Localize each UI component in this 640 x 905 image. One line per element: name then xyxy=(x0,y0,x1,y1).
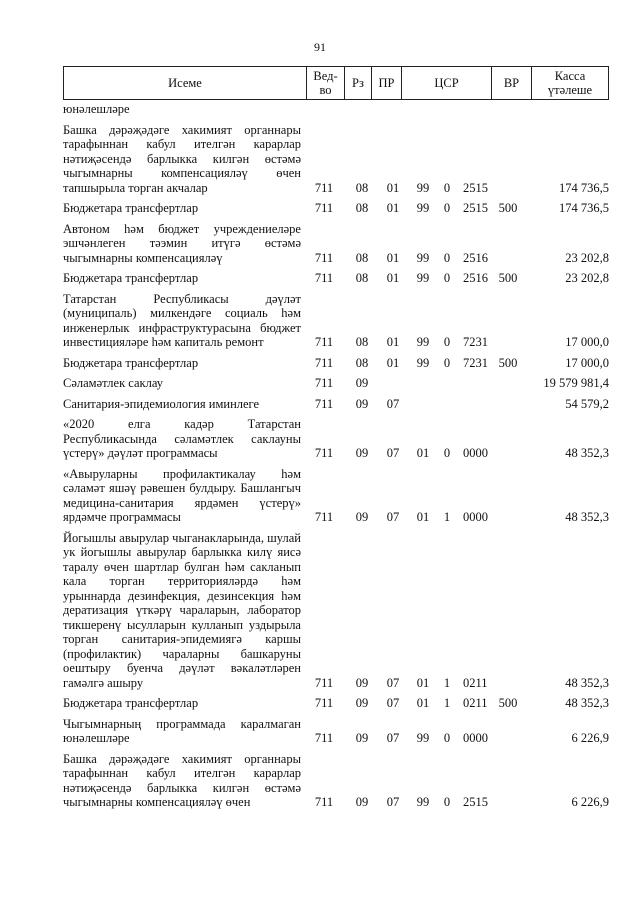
row-ved: 711 xyxy=(314,675,334,690)
row-name: Йогышлы авырулар чыганакларында, шулай ук йогышлы авырулар барлыкка килү яисә таралу өчен шартлар булган һәм сакланып кала торган территорияләрдә һәм урыннарда дезинфекция, дезинсекция һәм дератизация үткәрү чараларын, лаборатор тикшеренү ысулларын кулланып уздырыла торган санитария-эпидемиягә каршы (профилактик) чараларны башкаруны оештыру буенча дәүләт вәкаләтләрен гамәлгә ашыру xyxy=(63,530,301,690)
row-name: Татарстан Республикасы дәүләт (муниципаль) милкендәге социаль һәм инженерлык инфраструктурасына бюджет инвестицияләре һәм капиталь ремонт xyxy=(63,291,301,349)
table-row xyxy=(63,292,609,350)
row-ved: 711 xyxy=(314,250,334,265)
row-csr3: 2516 xyxy=(463,271,488,285)
row-name: Башка дәрәҗәдәге хакимият органнары тарафыннан кабул ителгән карарлар нәтиҗәсендә барлыкка килгән өстәмә чыгымнарны компенсацияләү өчен xyxy=(63,751,301,809)
row-csr1: 99 xyxy=(416,180,430,195)
row-pr: 07 xyxy=(386,731,400,745)
row-rz: 09 xyxy=(355,376,369,390)
row-name: Чыгымнарның программада каралмаган юнәлешләре xyxy=(63,716,301,745)
row-csr2: 1 xyxy=(443,696,451,710)
row-vr: 500 xyxy=(498,696,518,710)
row-ved: 711 xyxy=(314,180,334,195)
row-ved: 711 xyxy=(314,376,334,390)
row-rz: 08 xyxy=(355,250,369,265)
row-csr2: 0 xyxy=(443,201,451,215)
row-csr1: 01 xyxy=(416,510,430,524)
row-rz: 08 xyxy=(355,201,369,215)
row-csr1: 99 xyxy=(416,201,430,215)
row-vr: 500 xyxy=(498,355,518,370)
row-csr3: 7231 xyxy=(463,335,488,349)
row-rz: 09 xyxy=(355,446,369,460)
row-csr2: 0 xyxy=(443,335,451,349)
row-pr: 01 xyxy=(386,250,400,265)
row-ved: 711 xyxy=(314,446,334,460)
row-name: Санитария-эпидемиология иминлеге xyxy=(63,396,260,411)
row-csr3: 2515 xyxy=(463,180,488,195)
row-csr2: 0 xyxy=(443,446,451,460)
row-pr: 07 xyxy=(386,396,400,411)
row-csr1: 99 xyxy=(416,250,430,265)
row-sum: 48 352,3 xyxy=(565,446,609,460)
table-row xyxy=(63,531,609,691)
row-csr3: 0211 xyxy=(463,696,488,710)
row-rz: 08 xyxy=(355,335,369,349)
row-csr2: 0 xyxy=(443,731,451,745)
table-row xyxy=(63,417,609,461)
row-csr1: 01 xyxy=(416,696,430,710)
row-csr3: 7231 xyxy=(463,355,488,370)
row-csr2: 0 xyxy=(443,355,451,370)
row-sum: 19 579 981,4 xyxy=(543,376,609,390)
row-sum: 23 202,8 xyxy=(565,271,609,285)
row-pr: 07 xyxy=(386,446,400,460)
row-pr: 07 xyxy=(386,696,400,710)
page-number: 91 xyxy=(314,40,326,54)
table-row xyxy=(63,201,609,216)
row-pr: 07 xyxy=(386,675,400,690)
table-body xyxy=(63,102,609,892)
row-pr: 07 xyxy=(386,510,400,524)
row-ved: 711 xyxy=(314,355,334,370)
row-rz: 09 xyxy=(355,675,369,690)
row-csr1: 99 xyxy=(416,795,430,809)
row-csr2: 1 xyxy=(443,675,451,690)
row-ved: 711 xyxy=(314,396,334,411)
row-ved: 711 xyxy=(314,795,334,809)
row-rz: 08 xyxy=(355,355,369,370)
header-ved: Вед- во xyxy=(306,67,344,99)
row-ved: 711 xyxy=(314,335,334,349)
row-ved: 711 xyxy=(314,696,334,710)
row-csr3: 0000 xyxy=(463,510,488,524)
row-name: Автоном һәм бюджет учреждениеләре эшчәнлеген тәэмин итүгә өстәмә чыгымнарны компенсацияләү xyxy=(63,221,301,265)
row-vr: 500 xyxy=(498,271,518,285)
row-pr: 01 xyxy=(386,180,400,195)
row-csr2: 0 xyxy=(443,271,451,285)
row-name: Бюджетара трансфертлар xyxy=(63,696,199,710)
header-sum: Касса үтәлеше xyxy=(531,67,608,99)
row-sum: 54 579,2 xyxy=(565,396,609,411)
row-rz: 08 xyxy=(355,180,369,195)
row-name: Бюджетара трансфертлар xyxy=(63,355,199,370)
row-rz: 09 xyxy=(355,795,369,809)
row-csr2: 0 xyxy=(443,180,451,195)
row-pr: 01 xyxy=(386,271,400,285)
row-ved: 711 xyxy=(314,271,334,285)
row-sum: 48 352,3 xyxy=(565,696,609,710)
row-rz: 08 xyxy=(355,271,369,285)
row-rz: 09 xyxy=(355,396,369,411)
table-row xyxy=(63,717,609,746)
row-pr: 07 xyxy=(386,795,400,809)
row-csr3: 0000 xyxy=(463,446,488,460)
row-name: юнәлешләре xyxy=(63,102,130,116)
row-csr2: 0 xyxy=(443,250,451,265)
row-sum: 6 226,9 xyxy=(571,731,609,745)
table-row xyxy=(63,467,609,525)
row-pr: 01 xyxy=(386,335,400,349)
table-row xyxy=(63,123,609,196)
row-ved: 711 xyxy=(314,201,334,215)
row-csr1: 01 xyxy=(416,675,430,690)
row-sum: 48 352,3 xyxy=(565,510,609,524)
table-row xyxy=(63,397,609,412)
row-pr: 01 xyxy=(386,201,400,215)
row-rz: 09 xyxy=(355,696,369,710)
table-row xyxy=(63,102,609,117)
row-sum: 48 352,3 xyxy=(565,675,609,690)
row-ved: 711 xyxy=(314,510,334,524)
row-rz: 09 xyxy=(355,731,369,745)
row-name: Сәламәтлек саклау xyxy=(63,376,163,390)
table-row xyxy=(63,376,609,391)
header-vr: ВР xyxy=(491,67,531,99)
row-name: Бюджетара трансфертлар xyxy=(63,201,199,215)
row-sum: 17 000,0 xyxy=(565,355,609,370)
header-pr: ПР xyxy=(371,67,401,99)
row-csr2: 0 xyxy=(443,795,451,809)
table-header xyxy=(63,66,609,100)
row-csr1: 99 xyxy=(416,335,430,349)
table-row xyxy=(63,356,609,371)
table-row xyxy=(63,271,609,286)
row-csr3: 2516 xyxy=(463,250,488,265)
row-sum: 174 736,5 xyxy=(559,201,609,215)
header-csr: ЦСР xyxy=(401,67,491,99)
table-row xyxy=(63,696,609,711)
row-ved: 711 xyxy=(314,731,334,745)
row-csr1: 01 xyxy=(416,446,430,460)
row-name: Башка дәрәҗәдәге хакимият органнары тарафыннан кабул ителгән карарлар нәтиҗәсендә барлыкка килгән өстәмә чыгымнарны компенсацияләү өчен тапшырыла торган акчалар xyxy=(63,122,301,195)
row-csr1: 99 xyxy=(416,271,430,285)
row-csr1: 99 xyxy=(416,731,430,745)
row-csr3: 2515 xyxy=(463,201,488,215)
row-vr: 500 xyxy=(498,201,518,215)
table-row xyxy=(63,752,609,810)
row-name: «Авыруларны профилактикалау һәм сәламәт яшәү рәвешен булдыру. Башлангыч медицина-санитария ярдәмен үстерү» ярдәмче программасы xyxy=(63,466,301,524)
header-rz: Рз xyxy=(344,67,371,99)
row-name: Бюджетара трансфертлар xyxy=(63,271,199,285)
row-csr1: 99 xyxy=(416,355,430,370)
row-csr3: 0211 xyxy=(463,675,488,690)
table-row xyxy=(63,222,609,266)
row-csr3: 0000 xyxy=(463,731,488,745)
row-sum: 17 000,0 xyxy=(565,335,609,349)
row-csr2: 1 xyxy=(443,510,451,524)
row-sum: 23 202,8 xyxy=(565,250,609,265)
header-name: Исеме xyxy=(168,76,202,90)
row-rz: 09 xyxy=(355,510,369,524)
row-csr3: 2515 xyxy=(463,795,488,809)
row-sum: 6 226,9 xyxy=(571,795,609,809)
row-pr: 01 xyxy=(386,355,400,370)
row-sum: 174 736,5 xyxy=(559,180,609,195)
row-name: «2020 елга кадәр Татарстан Республикасында сәламәтлек саклауны үстерү» дәүләт программасы xyxy=(63,417,301,460)
